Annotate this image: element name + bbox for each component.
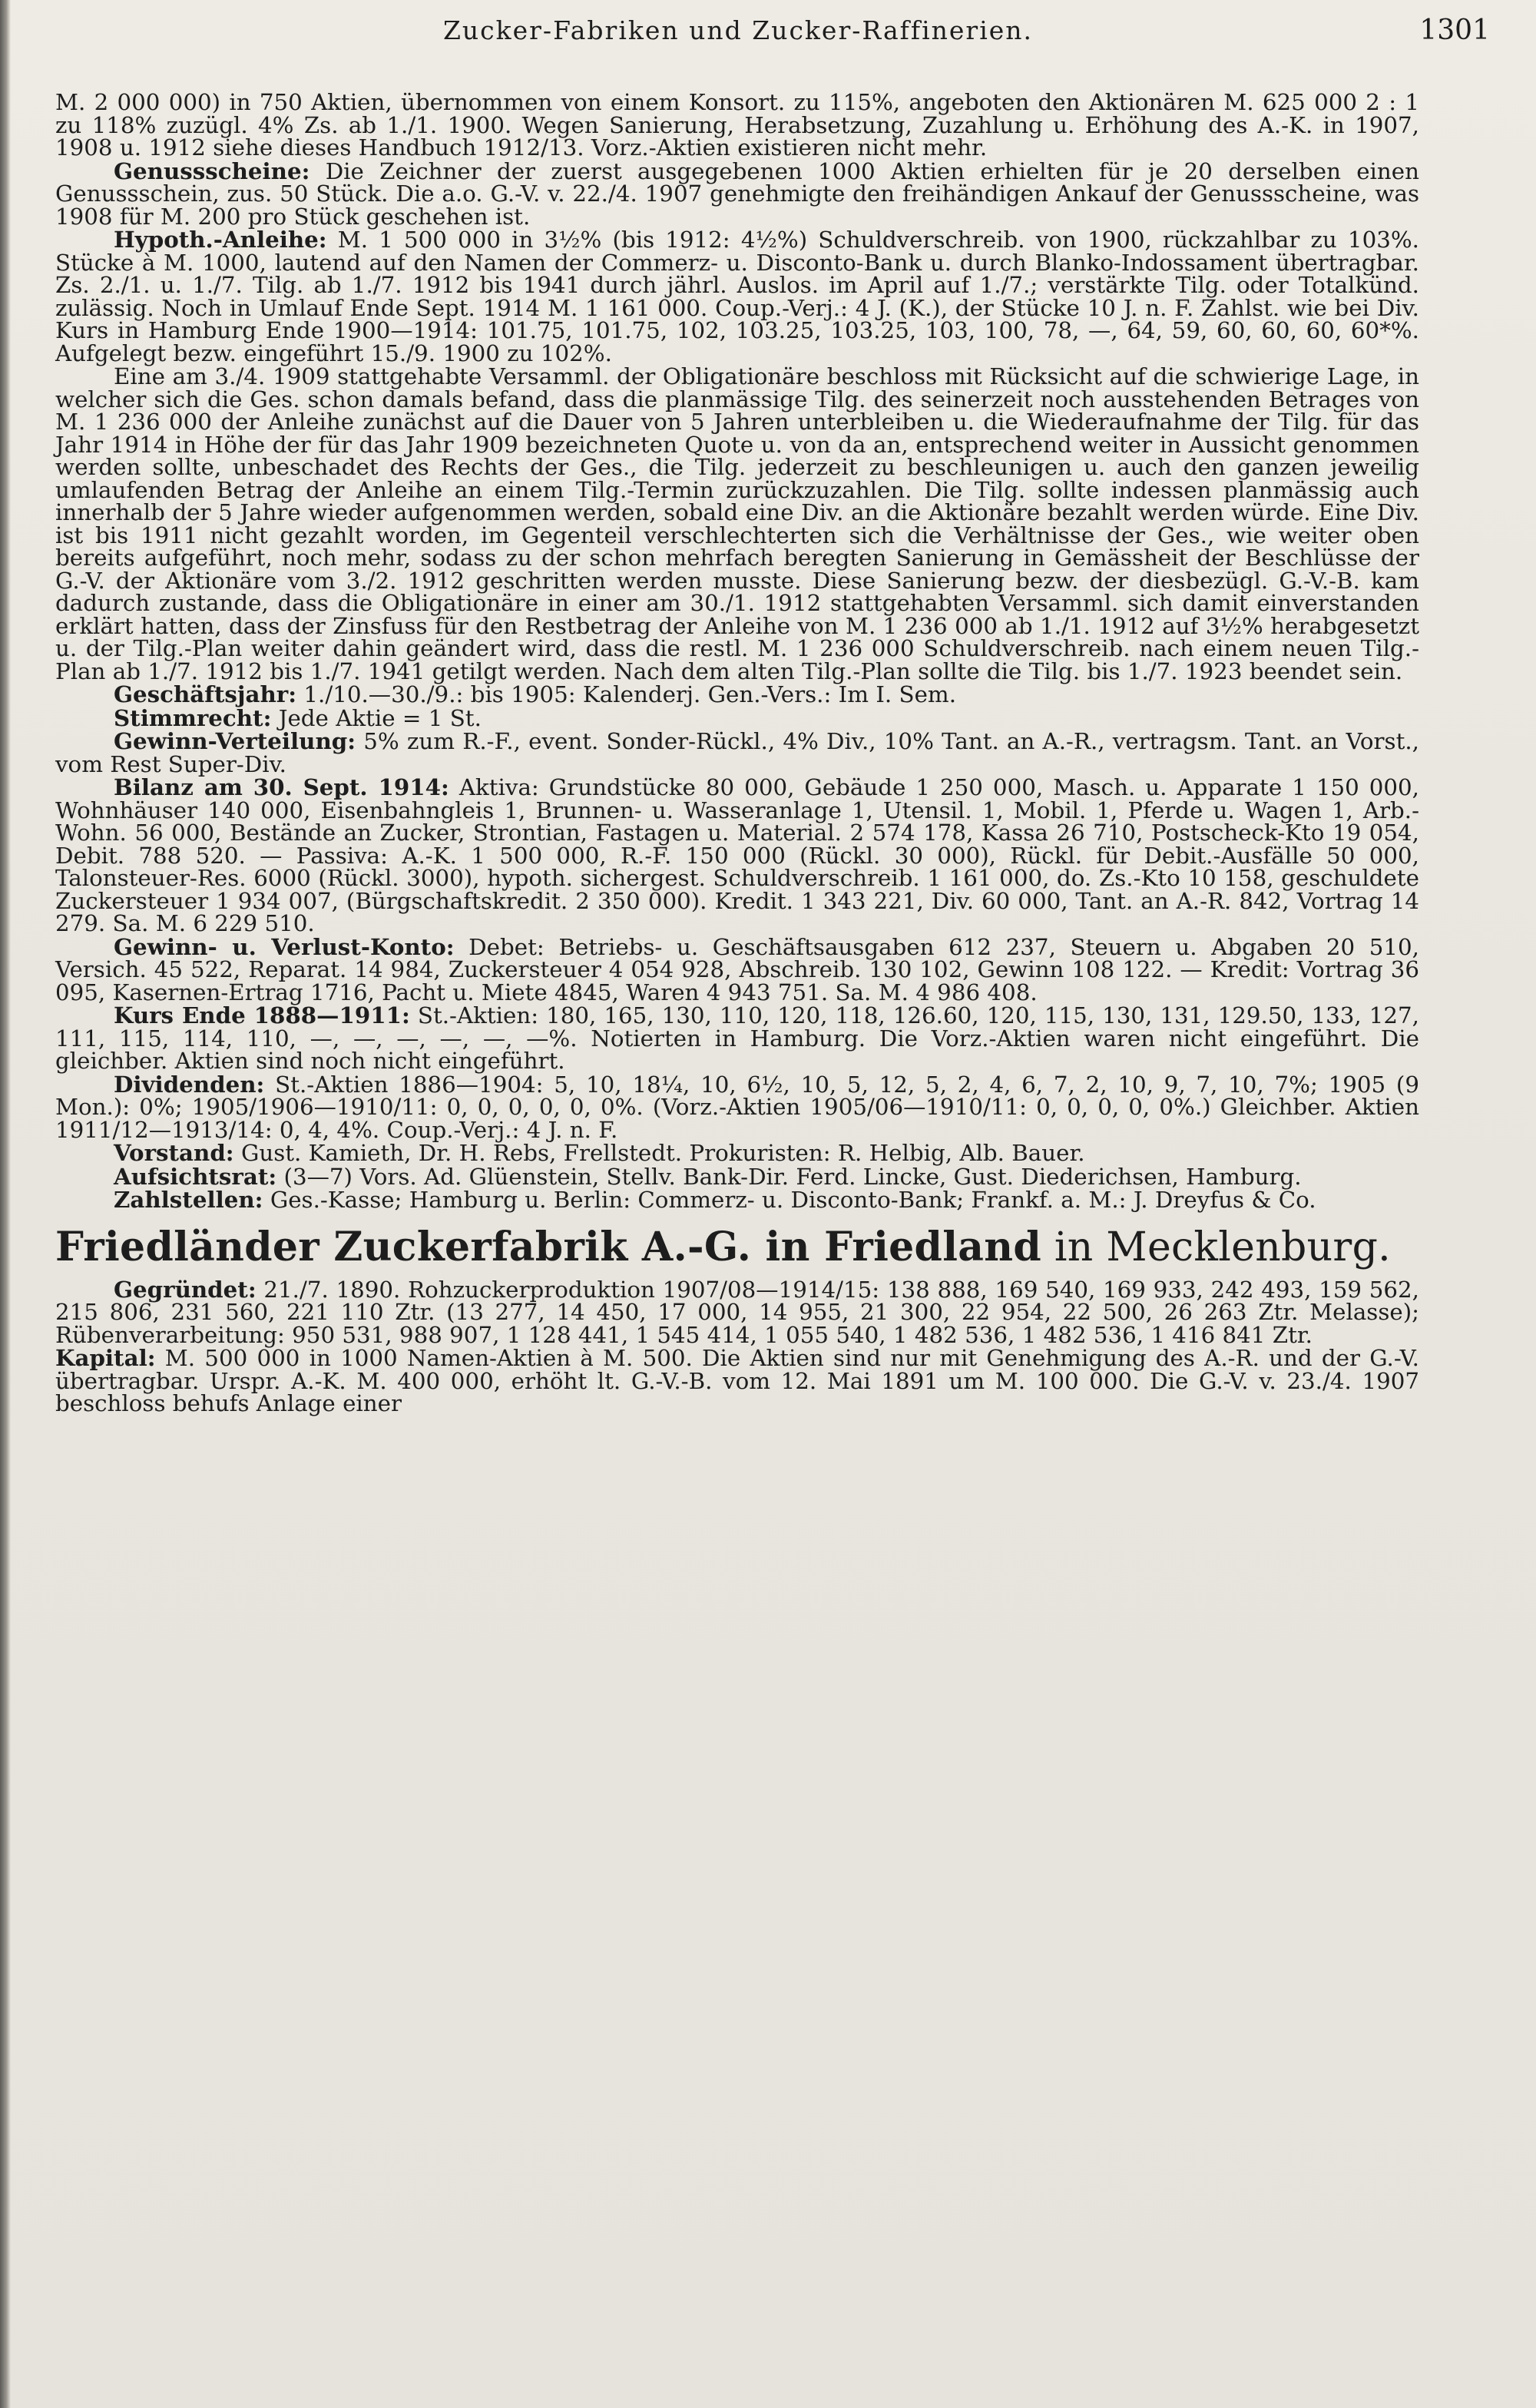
paragraph-text: Aktiva: Grundstücke 80 000, Gebäude 1 250 000, Masch. u. Apparate 1 150 000, Wohnhäuser 140 000, Eisenbahngleis 1, Brunnen- u. Wasseranlage 1, Utensil. 1, Mobil. 1, Pferde u. Wagen 1, Arb.-Wohn. 56 000, Bestände an Zucker, Strontian, Fastagen u. Material. 2 574 178, Kassa 26 710, Postscheck-Kto 19 054, Debit. 788 520. — Passiva: A.-K. 1 500 000, R.-F. 150 000 (Rückl. 30 000), Rückl. für Debit.-Ausfälle 50 000, Talonsteuer-Res. 6000 (Rückl. 3000), hypoth. sichergest. Schuldverschreib. 1 161 000, do. Zs.-Kto 10 158, geschuldete Zuckersteuer 1 934 007, (Bürgschaftskredit. 2 350 000). Kredit. 1 343 221, Div. 60 000, Tant. an A.-R. 842, Vortrag 14 279. Sa. M. 6 229 510. [55, 774, 1419, 936]
paragraph-text: M. 1 500 000 in 3½% (bis 1912: 4½%) Schuldverschreib. von 1900, rückzahlbar zu 103%. Stücke à M. 1000, lautend auf den Namen der Commerz- u. Disconto-Bank u. durch Blanko-Indossament übertragbar. Zs. 2./1. u. 1./7. Tilg. ab 1./7. 1912 bis 1941 durch jährl. Auslos. im April auf 1./7.; verstärkte Tilg. oder Totalkünd. zulässig. Noch in Umlauf Ende Sept. 1914 M. 1 161 000. Coup.-Verj.: 4 J. (K.), der Stücke 10 J. n. F. Zahlst. wie bei Div. Kurs in Hamburg Ende 1900—1914: 101.75, 101.75, 102, 103.25, 103.25, 103, 100, 78, —, 64, 59, 60, 60, 60, 60*%. Aufgelegt bezw. eingeführt 15./9. 1900 zu 102%. [55, 227, 1419, 366]
paragraph-text: Eine am 3./4. 1909 stattgehabte Versamml. der Obligationäre beschloss mit Rücksicht auf die schwierige Lage, in welcher sich die Ges. schon damals befand, dass die planmässige Tilg. des seinerzeit noch ausstehenden Betrages von M. 1 236 000 der Anleihe zunächst auf die Dauer von 5 Jahren unterbleiben u. die Wiederaufnahme der Tilg. für das Jahr 1914 in Höhe der für das Jahr 1909 bezeichneten Quote u. von da an, entsprechend weiter in Aussicht genommen werden sollte, unbeschadet des Rechts der Ges., die Tilg. jederzeit zu beschleunigen u. auch den ganzen jeweilig umlaufenden Betrag der Anleihe an einem Tilg.-Termin zurückzuzahlen. Die Tilg. sollte indessen planmässig auch innerhalb der 5 Jahre wieder aufgenommen werden, sobald eine Div. an die Aktionäre bezahlt werden würde. Eine Div. ist bis 1911 nicht gezahlt worden, im Gegenteil verschlechterten sich die Verhältnisse der Ges., wie weiter oben bereits aufgeführt, noch mehr, sodass zu der schon mehrfach beregten Sanierung in Gemässheit der Beschlüsse der G.-V. der Aktionäre vom 3./2. 1912 geschritten werden musste. Diese Sanierung bezw. der diesbezügl. G.-V.-B. kam dadurch zustande, dass die Obligationäre in einer am 30./1. 1912 stattgehabten Versamml. sich damit einverstanden erklärt hatten, dass der Zinsfuss für den Restbetrag der Anleihe von M. 1 236 000 ab 1./1. 1912 auf 3½% herabgesetzt u. der Tilg.-Plan weiter dahin geändert wird, dass die restl. M. 1 236 000 Schuldverschreib. nach einem neuen Tilg.-Plan ab 1./7. 1912 bis 1./7. 1941 getilgt werden. Nach dem alten Tilg.-Plan sollte die Tilg. bis 1./7. 1923 beendet sein. [55, 363, 1419, 684]
running-head: Zucker-Fabriken und Zucker-Raffinerien. [442, 15, 1034, 45]
paragraph-label: Gegründet: [114, 1275, 257, 1303]
page-number: 1301 [1419, 15, 1490, 46]
paragraph-label: Gewinn-Verteilung: [114, 727, 356, 754]
paragraph [55, 1004, 1419, 1073]
paragraph [55, 727, 1419, 777]
paragraph-label: Zahlstellen: [114, 1186, 263, 1213]
paragraph-label: Hypoth.-Anleihe: [114, 226, 327, 253]
paragraph-label: Aufsichtsrat: [114, 1162, 277, 1190]
paragraph [55, 91, 1419, 160]
paragraph-label: Gewinn- u. Verlust-Konto: [114, 932, 455, 960]
paragraph-text: 5% zum R.-F., event. Sonder-Rückl., 4% Div., 10% Tant. an A.-R., vertragsm. Tant. an Vorst., vom Rest Super-Div. [55, 728, 1419, 777]
paragraph [55, 1141, 1419, 1165]
page-body [55, 91, 1419, 1416]
book-spine-shadow [0, 0, 11, 2408]
paragraph-label: Stimmrecht: [114, 704, 272, 731]
paragraph [55, 1346, 1419, 1416]
paragraph [55, 704, 1419, 731]
paragraph-label: Vorstand: [114, 1139, 234, 1166]
paragraph [55, 365, 1419, 683]
paragraph-label: Bilanz am 30. Sept. 1914: [114, 773, 449, 800]
paragraph [55, 1188, 1419, 1212]
paragraph-text: 1./10.—30./9.: bis 1905: Kalenderj. Gen.-Vers.: Im I. Sem. [303, 681, 957, 707]
paragraph [55, 1070, 1419, 1143]
paragraph-text: Jede Aktie = 1 St. [278, 704, 482, 731]
paragraph-label: Kurs Ende 1888—1911: [114, 1002, 410, 1028]
paragraph-label: Genussscheine: [114, 157, 310, 184]
paragraph [55, 228, 1419, 365]
paragraph-text: St.-Aktien 1886—1904: 5, 10, 18¼, 10, 6½, 10, 5, 12, 5, 2, 4, 6, 7, 2, 10, 9, 7, 10, 7%; 1905 (9 Mon.): 0%; 1905/1906—1910/11: 0, 0, 0, 0, 0, 0%. (Vorz.-Aktien 1905/06—1910/11: 0, 0, 0, 0, 0%.) Gleichber. Aktien 1911/12—1913/14: 0, 4, 4%. Coup.-Verj.: 4 J. n. F. [55, 1071, 1419, 1143]
paragraph-text: M. 500 000 in 1000 Namen-Aktien à M. 500. Die Aktien sind nur mit Genehmigung des A.-R. und der G.-V. übertragbar. Urspr. A.-K. M. 400 000, erhöht lt. G.-V.-B. vom 12. Mai 1891 um M. 100 000. Die G.-V. v. 23./4. 1907 beschloss behufs Anlage einer [55, 1345, 1419, 1416]
paragraph [55, 932, 1419, 1005]
paragraph-text: (3—7) Vors. Ad. Glüenstein, Stellv. Bank-Dir. Ferd. Lincke, Gust. Diederichsen, Hamburg. [283, 1163, 1302, 1190]
paragraph [55, 157, 1419, 230]
paragraph [55, 1275, 1419, 1348]
paragraph-text: Debet: Betriebs- u. Geschäftsausgaben 612 237, Steuern u. Abgaben 20 510, Versich. 45 522, Reparat. 14 984, Zuckersteuer 4 054 928, Abschreib. 130 102, Gewinn 108 122. — Kredit: Vortrag 36 095, Kasernen-Ertrag 1716, Pacht u. Miete 4845, Waren 4 943 751. Sa. M. 4 986 408. [55, 933, 1419, 1005]
paragraph-text: 21./7. 1890. Rohzuckerproduktion 1907/08—1914/15: 138 888, 169 540, 169 933, 242 493, 159 562, 215 806, 231 560, 221 110 Ztr. (13 277, 14 450, 17 000, 14 955, 21 300, 22 954, 22 500, 26 263 Ztr. Melasse); Rübenverarbeitung: 950 531, 988 907, 1 128 441, 1 545 414, 1 055 540, 1 482 536, 1 482 536, 1 416 841 Ztr. [55, 1276, 1419, 1348]
paragraph-label: Geschäftsjahr: [114, 681, 297, 707]
paragraph-text: Die Zeichner der zuerst ausgegebenen 1000 Aktien erhielten für je 20 derselben einen Genussschein, zus. 50 Stück. Die a.o. G.-V. v. 22./4. 1907 genehmigte den freihändigen Ankauf der Genussscheine, was 1908 für M. 200 pro Stück geschehen ist. [55, 157, 1419, 230]
company-heading-location: in Mecklenburg. [1041, 1224, 1391, 1270]
paragraph [55, 683, 1419, 707]
page-header [55, 11, 1490, 51]
paragraph-text: M. 2 000 000) in 750 Aktien, übernommen von einem Konsort. zu 115%, angeboten den Aktionären M. 625 000 2 : 1 zu 118% zuzügl. 4% Zs. ab 1./1. 1900. Wegen Sanierung, Herabsetzung, Zuzahlung u. Erhöhung des A.-K. in 1907, 1908 u. 1912 siehe dieses Handbuch 1912/13. Vorz.-Aktien existieren nicht mehr. [55, 89, 1419, 161]
paragraph-text: Gust. Kamieth, Dr. H. Rebs, Frellstedt. Prokuristen: R. Helbig, Alb. Bauer. [240, 1140, 1085, 1166]
paragraph-text: St.-Aktien: 180, 165, 130, 110, 120, 118, 126.60, 120, 115, 130, 131, 129.50, 133, 127, 111, 115, 114, 110, —, —, —, —, —, —%. Notierten in Hamburg. Die Vorz.-Aktien waren nicht eingeführt. Die gleichber. Aktien sind noch nicht eingeführt. [55, 1002, 1419, 1074]
paragraph-label: Dividenden: [114, 1070, 265, 1098]
paragraph [55, 773, 1419, 936]
paragraph [55, 1162, 1419, 1190]
company-heading [55, 1223, 1419, 1272]
company-heading-main: Friedländer Zuckerfabrik A.-G. in Friedland [55, 1223, 1042, 1270]
paragraph-label: Kapital: [55, 1344, 156, 1371]
paragraph-text: Ges.-Kasse; Hamburg u. Berlin: Commerz- u. Disconto-Bank; Frankf. a. M.: J. Dreyfus & Co. [270, 1187, 1316, 1213]
